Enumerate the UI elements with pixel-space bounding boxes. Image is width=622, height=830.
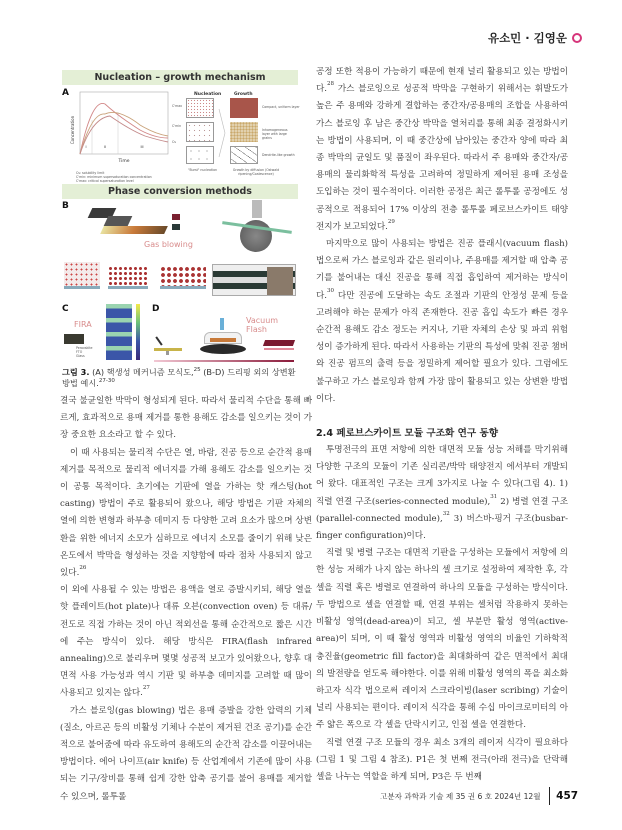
growth-row-1: Compact, uniform layer	[262, 105, 300, 109]
caption-label: 그림 3.	[62, 367, 90, 377]
citation: 27	[142, 685, 150, 692]
growth-box-dendrite	[230, 146, 258, 164]
panel-d-vacuum-chamber	[200, 318, 246, 356]
figure-caption	[62, 367, 300, 389]
paragraph-text: 공정 또한 적용이 가능하기 때문에 현재 널리 활용되고 있는 방법이다.	[316, 67, 568, 95]
panel-b-photo	[212, 264, 296, 296]
panel-a-ylabel: Concentration	[70, 115, 75, 145]
region-label-3: III	[140, 145, 144, 149]
paragraph	[60, 703, 312, 806]
panel-d-spin-coating	[154, 336, 182, 354]
paragraph	[316, 64, 568, 236]
citation: 28	[327, 81, 335, 88]
paragraph	[316, 236, 568, 408]
growth-row-3: Dendrite-like growth	[262, 153, 295, 157]
caption-text-2: (B-D) 드리핑 외의 상변환 방법 예시.	[62, 367, 296, 388]
left-column	[60, 393, 312, 806]
paragraph-text: 직렬 연결 구조 모듈의 경우 최소 3개의 레이저 식각이 필요하다(그림 1 및 그림 4 참조). P1은 첫 번째 전극(아래 전극)을 단락해 셀을 나누는 역할을 하게 되며, P3은 두 번째	[316, 737, 568, 782]
paragraph-text: 가스 블로잉으로 성공적 박막을 구현하기 위해서는 휘발도가 높은 주 용매와 강하게 결합하는 중간자/공용매의 조합을 사용하여 가스 블로잉 후 남은 중간상 박막을 열처리를 통해 최종 결정화시키는 방법이 사용되며, 이 때 중간상에 남아있는 중간자 양에 따라 최종 박막의 균일도 및 품질이 좌우된다. 따라서 주 용매와 중간자/공용매의 물리화학적 특성을 고려하여 정밀하게 제어된 용매 조성을 도입하는 것이 필수적이다. 이러한 공정은 최근 롤투롤 공정에도 성공적으로 적용되어 17% 이상의 전층 롤투롤 페로브스카이트 태양전지가 보고되었다.	[316, 84, 568, 232]
nucleation-box-low	[186, 146, 214, 164]
citation: 29	[387, 218, 395, 225]
layer-label-glass: Glass	[76, 354, 85, 358]
panel-letter-b: B	[62, 201, 69, 211]
right-column	[316, 64, 568, 786]
paragraph-text: 이 때 사용되는 물리적 수단은 열, 바람, 진공 등으로 순간적 용매 제거를 목적으로 물리적 에너지를 가해 용해도 감소를 일으키는 것이 공통 목적이다. 초기에는 기판에 열을 가하는 핫 캐스팅(hot casting) 방법이 주로 활용되어 왔으나, 해당 방법은 기판 자체의 열에 의한 변형과 하부층 데미지 등 다양한 고려 요소가 많으며 상변환을 위한 에너지 소모가 심하므로 에너지 소모를 줄이기 위해 낮은 온도에서 박막을 형성하는 것을 지향함에 따라 점차 사용되지 않고 있다.	[60, 447, 312, 579]
nucleation-box-high	[186, 98, 214, 118]
paragraph	[316, 442, 568, 545]
paragraph-text: 2) 병렬 연결 구조(parallel-connected module),	[316, 496, 568, 524]
paragraph	[60, 582, 312, 702]
paragraph	[60, 393, 312, 445]
caption-ref-1: 25	[193, 367, 201, 373]
process-arrow	[154, 360, 294, 362]
paragraph-text: 투명전극의 표면 저항에 의한 대면적 모듈 성능 저해를 막기위해 다양한 구조의 모듈이 기존 실리콘/박막 태양전지 에서부터 개발되어 왔다. 대표적인 구조는 크게 3가지로 나눌 수 있다(그림 4). 1) 직렬 연결 구조(series-connected module),	[316, 445, 568, 507]
region-label-1: I	[85, 145, 87, 149]
curve-label-cmax: C'max	[172, 104, 183, 108]
figure-3	[62, 68, 298, 364]
chevron-right-icon	[218, 108, 226, 158]
citation: 31	[490, 493, 498, 500]
panel-a-legend-3: C'max: critical supersaturation level	[76, 179, 134, 183]
circle-icon	[572, 33, 582, 43]
paragraph-text: 가스 블로잉(gas blowing) 법은 용매 증발을 강한 압력의 기체(질소, 아르곤 등의 비활성 기체나 수분이 제거된 건조 공기)를 순간적으로 불어줌에 따라 유도하여 용해도의 순간적 감소를 이끌어내는 방법이다. 에어 나이프(air knife) 등 산업계에서 기존에 많이 사용되는 기구/장비를 통해 쉽게 강한 압축 공기를 불어 용매를 제거할 수 있으며, 롤투롤	[60, 705, 312, 802]
growth-caption: Growth by diffusion (Ostwald ripening/Coalescence)	[232, 168, 280, 176]
paragraph	[60, 445, 312, 583]
nucleation-box-mid	[186, 122, 214, 142]
panel-c-colorbar	[136, 304, 140, 360]
page-number: 457	[556, 790, 579, 802]
paragraph-text: 3) 버스바-핑거 구조(busbar-finger configuration)이다.	[316, 513, 568, 542]
panel-bcd-title: Phase conversion methods	[62, 184, 298, 199]
plot-frame	[80, 92, 168, 154]
footer-divider	[549, 787, 551, 805]
paragraph	[316, 545, 568, 734]
panel-b-crystallization-illustration	[64, 256, 210, 294]
panel-b-roller-illustration	[222, 200, 294, 258]
paragraph-text: 직렬 및 병렬 구조는 대면적 기판을 구성하는 모듈에서 저항에 의한 성능 저해가 나지 않는 하나의 셀 크기로 설정하여 제작한 후, 각 셀을 직렬 혹은 병렬로 연결하여 하나의 모듈을 구성하는 방식이다. 두 방법으로 셀을 연결할 때, 연결 부위는 셀처럼 작용하지 못하는 비활성 영역(dead-area)이 되고, 셀 부분만 활성 영역(active-area)이 되며, 이 때 활성 영역과 비활성 영역의 비율인 기하학적 충진율(geometric fill factor)을 최대화하여 같은 면적에서 최대의 발전량을 얻도록 해야한다. 이를 위해 비활성 영역의 폭을 최소화하고자 식각 법으로써 레이저 스크라이빙(laser scribing) 기술이 널리 사용되는 편이다. 레이저 식각을 통해 수십 마이크로미터의 아주 얇은 폭으로 각 셀을 단락시키고, 인접 셀을 연결한다.	[316, 548, 568, 731]
page-footer	[380, 787, 578, 805]
growth-row-2: Inhomogeneous layer with large grains	[262, 128, 288, 140]
curve-label-cmin: C'min	[172, 124, 182, 128]
nucleation-header: Nucleation	[194, 92, 222, 97]
panel-c-thermal-maps	[106, 304, 132, 360]
paragraph-text: 다만 진공에 도달하는 속도 조절과 기판의 안정성 문제 등을 고려해야 하는 문제가 아직 존재한다. 진공 흡입 속도가 빠른 경우 순간적 용해도 감소 정도는 커지나, 기판 자체의 손상 및 파괴 위험성이 증가하게 된다. 따라서 사용하는 기판의 특성에 맞춰 진공 챔버와 진공 펌프의 출력 등을 정밀하게 제어할 필요가 있다. 그럼에도 불구하고 가스 블로잉과 함께 가장 많이 활용되고 있는 상변환 방법이다.	[316, 290, 568, 404]
paragraph-text: 이 외에 사용될 수 있는 방법은 용액을 열로 증발시키되, 해당 열을 핫 플레이트(hot plate)나 대류 오븐(convection oven) 등 대류/전도로 직접 가하는 것이 아닌 적외선을 통해 순간적으로 짧은 시간에 주는 방식이 있다. 해당 방식은 FIRA(flash infrared annealing)으로 불리우며 몇몇 성공적 보고가 있어왔으나, 향후 대면적 사용 가능성과 역시 기판 및 하부층 데미지를 고려할 때 많이 사용되고 있지는 않다.	[60, 585, 312, 699]
panel-d-heated-film	[264, 340, 294, 352]
layer-label-fto: FTO	[76, 350, 83, 354]
panel-letter-c: C	[62, 304, 69, 314]
vacuum-flash-label: Vacuum Flash	[246, 316, 279, 334]
layer-label-perovskite: Perovskite	[76, 346, 93, 350]
header-authors: 유소민 · 김영운	[487, 31, 567, 45]
caption-ref-2: 27-30	[98, 378, 115, 384]
panel-a-legend-2: C'min: minimum supersaturation concentration	[76, 175, 152, 179]
panel-a-legend-1: Cs: solubility limit	[76, 171, 105, 175]
panel-a-graph	[70, 90, 170, 168]
panel-a-title: Nucleation – growth mechanism	[62, 70, 298, 85]
paragraph-text: 결국 불균일한 박막이 형성되게 된다. 따라서 물리적 수단을 통해 빠르게, 효과적으로 용매 제거를 통한 용해도 감소를 일으키는 것이 가장 중요한 요소라고 할 수 있다.	[60, 396, 312, 441]
region-label-2: II	[103, 145, 107, 149]
gas-blowing-label: Gas blowing	[144, 240, 193, 249]
section-heading: 2.4 페로브스카이트 모듈 구조화 연구 동향	[316, 428, 498, 440]
growth-box-compact	[230, 98, 258, 118]
caption-text: (A) 핵생성 메커니즘 모식도,	[92, 367, 194, 377]
growth-box-grains	[230, 122, 258, 142]
nucleation-caption: "Burst" nucleation	[188, 168, 218, 172]
panel-b-blade-illustration	[82, 204, 182, 240]
citation: 30	[327, 287, 335, 294]
panel-c-sample-photo	[64, 334, 84, 344]
citation: 32	[442, 510, 450, 517]
panel-a-xlabel: Time	[118, 159, 130, 164]
citation: 26	[79, 565, 87, 572]
journal-info: 고분자 과학과 기술 제 35 권 6 호 2024년 12월	[380, 791, 541, 801]
panel-letter-d: D	[152, 304, 160, 314]
running-header	[488, 30, 582, 46]
fira-label: FIRA	[74, 320, 92, 329]
curve-label-cs: Cs	[172, 140, 176, 144]
panel-letter-a: A	[62, 88, 69, 98]
paragraph-text: 마지막으로 많이 사용되는 방법은 진공 플래시(vacuum flash)법으로써 가스 블로잉과 같은 원리이나, 주용매를 제거할 때 압축 공기를 불어내는 대신 진공을 통해 직접 흡입하여 제거하는 방식이다.	[316, 239, 568, 301]
paragraph	[316, 735, 568, 787]
growth-header: Growth	[234, 92, 253, 97]
